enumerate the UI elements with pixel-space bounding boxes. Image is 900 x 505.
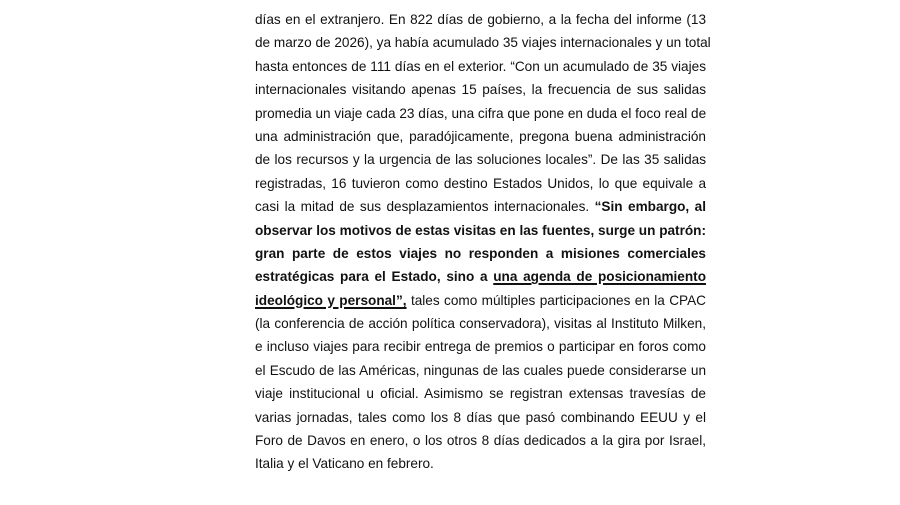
text-segment: tales como múltiples participaciones en la CPAC — [410, 292, 706, 308]
text-segment: casi la mitad de sus desplazamientos internacionales. — [255, 199, 590, 215]
text-line: (la conferencia de acción política conservadora), visitas al Instituto Milken, — [255, 316, 706, 332]
text-line: una administración que, paradójicamente, pregona buena administración — [255, 128, 706, 144]
text-line: de los recursos y la urgencia de las soluciones locales”. De las 35 salidas — [255, 152, 706, 168]
text-line: de marzo de 2026), ya había acumulado 35 viajes internacionales y un total — [255, 35, 711, 51]
text-line: varias jornadas, tales como los 8 días que pasó combinando EEUU y el — [255, 409, 706, 425]
bold-segment: estratégicas para el Estado, sino a — [255, 269, 488, 285]
text-line: internacionales visitando apenas 15 países, la frecuencia de sus salidas — [255, 82, 706, 98]
bold-text-line-mixed — [255, 265, 706, 288]
text-line: días en el extranjero. En 822 días de gobierno, a la fecha del informe (13 — [255, 12, 706, 27]
text-line: hasta entonces de 111 días en el exterior. “Con un acumulado de 35 viajes — [255, 58, 706, 74]
text-line: viaje institucional u oficial. Asimismo se registran extensas travesías de — [255, 386, 706, 402]
text-line-last: Italia y el Vaticano en febrero. — [255, 456, 434, 472]
text-line: Foro de Davos en enero, o los otros 8 días dedicados a la gira por Israel, — [255, 433, 706, 449]
underlined-bold-segment: una agenda de posicionamiento — [493, 269, 706, 285]
text-line: promedia un viaje cada 23 días, una cifra que pone en duda el foco real de — [255, 105, 707, 121]
text-line: e incluso viajes para recibir entrega de premios o participar en foros como — [255, 339, 706, 355]
text-line: registradas, 16 tuvieron como destino Estados Unidos, lo que equivale a — [255, 175, 706, 191]
bold-text-line: gran parte de estos viajes no responden a misiones comerciales — [255, 245, 706, 261]
bold-quote-start: “Sin embargo, al — [594, 199, 706, 215]
underlined-bold-quote-end: ideológico y personal”, — [255, 292, 407, 308]
bold-text-line: observar los motivos de estas visitas en las fuentes, surge un patrón: — [255, 222, 707, 238]
document-paragraph — [255, 8, 711, 476]
text-line-mixed — [255, 195, 706, 218]
text-line: el Escudo de las Américas, ningunas de las cuales puede considerarse un — [255, 362, 706, 378]
text-line-mixed — [255, 289, 706, 312]
